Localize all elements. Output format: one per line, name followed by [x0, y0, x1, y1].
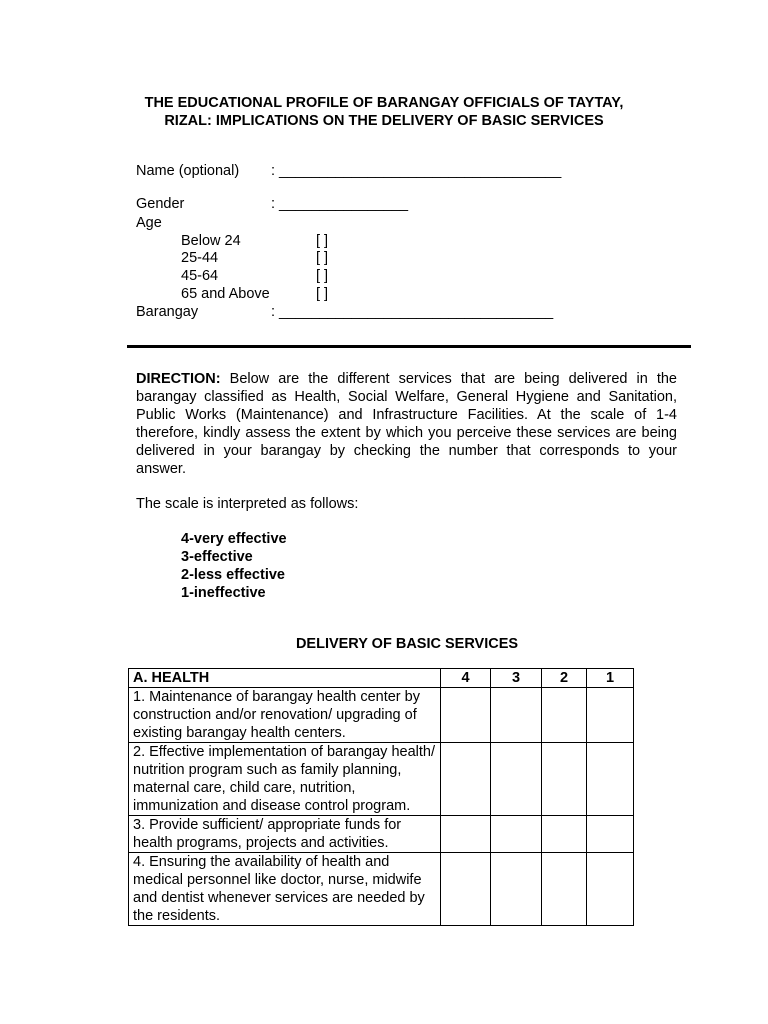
gender-field[interactable]: : ________________ [271, 196, 409, 212]
direction-lead: DIRECTION: [136, 371, 221, 387]
table-row [129, 688, 634, 743]
rating-cell-4[interactable] [441, 688, 491, 743]
age-option-label: 45-64 [181, 268, 219, 284]
barangay-field[interactable]: : __________________________________ [271, 304, 554, 320]
name-label: Name (optional) [136, 163, 240, 179]
rating-cell-4[interactable] [441, 816, 491, 853]
section-divider [127, 345, 691, 348]
age-checkbox[interactable]: [ ] [316, 286, 329, 302]
rating-cell-4[interactable] [441, 853, 491, 926]
age-checkbox[interactable]: [ ] [316, 233, 329, 249]
direction-paragraph [136, 370, 677, 478]
scale-item: 1-ineffective [181, 585, 266, 601]
age-option-label: 65 and Above [181, 286, 270, 302]
score-header: 3 [491, 669, 542, 688]
scale-item: 2-less effective [181, 567, 285, 583]
document-title [0, 94, 768, 130]
score-header: 4 [441, 669, 491, 688]
rating-cell-3[interactable] [491, 853, 542, 926]
health-services-table [128, 668, 634, 926]
rating-cell-4[interactable] [441, 743, 491, 816]
age-label: Age [136, 215, 162, 231]
service-item: 4. Ensuring the availability of health and medical personnel like doctor, nurse, midwife and dentist whenever services are needed by the residents. [129, 853, 441, 926]
name-field[interactable]: : ___________________________________ [271, 163, 562, 179]
table-row [129, 816, 634, 853]
name-row [136, 162, 562, 180]
age-option-label: 25-44 [181, 250, 219, 266]
table-row [129, 743, 634, 816]
scale-item: 4-very effective [181, 531, 287, 547]
service-item: 1. Maintenance of barangay health center by construction and/or renovation/ upgrading of existing barangay health centers. [129, 688, 441, 743]
rating-cell-1[interactable] [587, 688, 634, 743]
barangay-label: Barangay [136, 304, 199, 320]
rating-cell-3[interactable] [491, 816, 542, 853]
rating-cell-2[interactable] [542, 853, 587, 926]
rating-cell-3[interactable] [491, 688, 542, 743]
gender-label: Gender [136, 196, 185, 212]
scale-item: 3-effective [181, 549, 253, 565]
table-row [129, 853, 634, 926]
direction-text: Below are the different services that are being delivered in the barangay classified as Health, Social Welfare, General Hygiene and Sanitation, Public Works (Maintenance) and Infrastructure Facilities. At the scale of 1-4 therefore, kindly assess the extent by which you perceive these services are being delivered in your barangay by checking the number that corresponds to your answer. [136, 371, 677, 477]
age-checkbox[interactable]: [ ] [316, 250, 329, 266]
title-line-2: RIZAL: IMPLICATIONS ON THE DELIVERY OF BASIC SERVICES [164, 113, 604, 129]
table-header-row [129, 669, 634, 688]
scale-intro: The scale is interpreted as follows: [136, 496, 359, 512]
rating-cell-1[interactable] [587, 816, 634, 853]
score-header: 2 [542, 669, 587, 688]
age-checkbox[interactable]: [ ] [316, 268, 329, 284]
service-item: 3. Provide sufficient/ appropriate funds for health programs, projects and activities. [129, 816, 441, 853]
title-line-1: THE EDUCATIONAL PROFILE OF BARANGAY OFFICIALS OF TAYTAY, [144, 95, 624, 111]
gender-row [136, 195, 409, 213]
section-heading: DELIVERY OF BASIC SERVICES [295, 636, 519, 652]
service-item: 2. Effective implementation of barangay health/ nutrition program such as family planning, maternal care, child care, nutrition, immunization and disease control program. [129, 743, 441, 816]
age-option-label: Below 24 [181, 233, 241, 249]
rating-cell-1[interactable] [587, 853, 634, 926]
barangay-row [136, 303, 554, 321]
rating-cell-2[interactable] [542, 816, 587, 853]
rating-cell-3[interactable] [491, 743, 542, 816]
score-header: 1 [587, 669, 634, 688]
category-header: A. HEALTH [129, 669, 441, 688]
rating-cell-2[interactable] [542, 743, 587, 816]
rating-cell-2[interactable] [542, 688, 587, 743]
rating-cell-1[interactable] [587, 743, 634, 816]
